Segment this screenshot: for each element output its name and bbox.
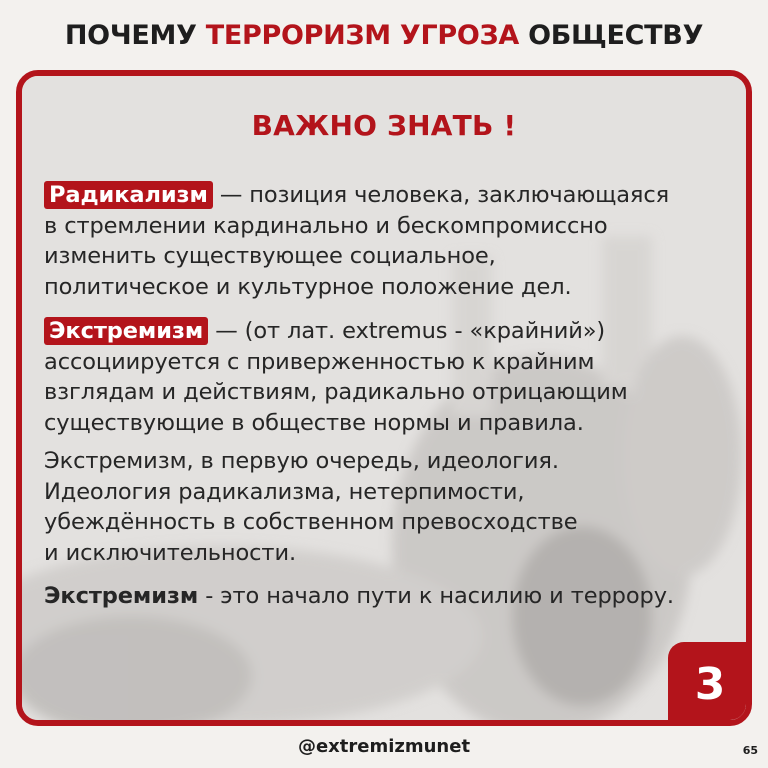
header-text-start: ПОЧЕМУ: [64, 20, 206, 51]
bold-term: Экстремизм: [44, 583, 199, 609]
header-text-end: ОБЩЕСТВУ: [518, 20, 704, 51]
corner-number: 65: [742, 744, 758, 757]
text-line: [44, 316, 744, 347]
paragraph-conclusion: [44, 581, 744, 612]
info-card: [16, 70, 752, 726]
text-line: в стремлении кардинально и бескомпромиссно: [44, 212, 608, 239]
text-line: Идеология радикализма, нетерпимости,: [44, 478, 525, 505]
definition-text: — позиция человека, заключающаяся: [212, 182, 670, 208]
page-header: [0, 14, 768, 58]
card-title: ВАЖНО ЗНАТЬ !: [251, 109, 517, 142]
text-line: и исключительности.: [44, 539, 297, 566]
term-badge-extremism: Экстремизм: [44, 317, 208, 345]
text-line: [44, 581, 744, 612]
text-line: ассоциируется с приверженностью к крайним: [44, 348, 595, 375]
paragraph-radicalism: [44, 180, 744, 302]
conclusion-text: - это начало пути к насилию и террору.: [198, 583, 674, 609]
page-number-badge: 3: [668, 642, 752, 726]
definition-text: — (от лат. extremus - «крайний»): [208, 318, 606, 344]
text-line: существующие в обществе нормы и правила.: [44, 409, 584, 436]
text-line: политическое и культурное положение дел.: [44, 273, 572, 300]
text-line: [44, 180, 744, 211]
text-line: убеждённость в собственном превосходстве: [44, 509, 578, 535]
paragraph-ideology: [44, 446, 744, 568]
text-line: Экстремизм, в первую очередь, идеология.: [44, 448, 559, 474]
term-badge-radicalism: Радикализм: [44, 181, 213, 209]
card-content: [22, 76, 746, 720]
text-line: изменить существующее социальное,: [44, 243, 496, 269]
social-handle: @extremizmunet: [297, 736, 471, 757]
header-accent-text: ТЕРРОРИЗМ УГРОЗА: [205, 20, 519, 51]
paragraph-extremism: [44, 316, 744, 438]
text-line: взглядам и действиям, радикально отрицающим: [44, 379, 628, 405]
